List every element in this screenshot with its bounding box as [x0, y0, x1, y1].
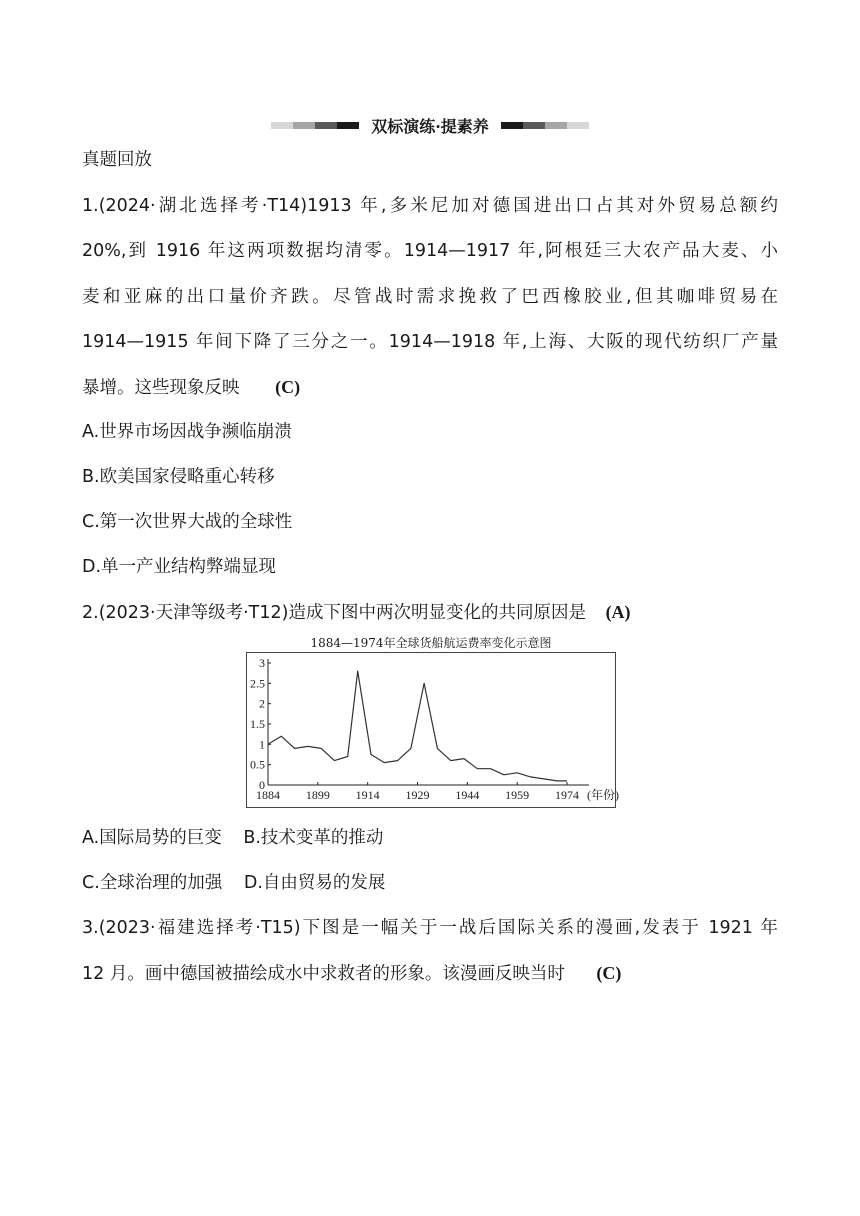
q1-option-b: B.欧美国家侵略重心转移 — [82, 467, 275, 487]
x-tick-label: 1899 — [305, 788, 330, 802]
banner-bar-left-1 — [271, 122, 293, 129]
banner-bar-right-2 — [523, 122, 545, 129]
q2-options-row-1 — [82, 826, 383, 850]
banner-bar-right-1 — [501, 122, 523, 129]
q2-option-a: A.国际局势的巨变 — [82, 828, 222, 848]
banner-bar-left-3 — [315, 122, 337, 129]
x-tick-label: 1974 — [555, 788, 579, 802]
chart-title: 1884—1974年全球货船航运费率变化示意图 — [310, 636, 552, 650]
banner-bar-left-4 — [337, 122, 359, 129]
shipping-rate-chart — [247, 653, 619, 807]
q2-option-c: C.全球治理的加强 — [82, 873, 223, 893]
q1-line-1: 1.(2024·湖北选择考·T14)1913 年,多米尼加对德国进出口占其对外贸易总额约 — [82, 196, 778, 216]
q3-line-2 — [82, 961, 621, 986]
q1-line-5 — [82, 375, 300, 400]
q1-line-3: 麦和亚麻的出口量价齐跌。尽管战时需求挽救了巴西橡胶业,但其咖啡贸易在 — [82, 287, 778, 307]
q2-stem-line — [82, 600, 631, 625]
y-tick-label: 1.5 — [250, 717, 265, 731]
y-tick-label: 0 — [259, 778, 265, 792]
banner-bar-left-2 — [293, 122, 315, 129]
q2-options-row-2 — [82, 871, 385, 895]
q1-line-2: 20%,到 1916 年这两项数据均清零。1914—1917 年,阿根廷三大农产品大麦、小 — [82, 241, 778, 261]
q3-line-1: 3.(2023·福建选择考·T15)下图是一幅关于一战后国际关系的漫画,发表于 1921 年 — [82, 918, 778, 938]
q1-option-a: A.世界市场因战争濒临崩溃 — [82, 422, 292, 442]
banner-title: 双标演练·提素养 — [371, 116, 489, 136]
y-tick-label: 3 — [259, 656, 265, 670]
section-banner — [255, 113, 605, 137]
x-tick-label: 1944 — [455, 788, 480, 802]
q2-option-b: B.技术变革的推动 — [243, 828, 384, 848]
y-tick-label: 1 — [259, 737, 265, 752]
banner-bar-right-3 — [545, 122, 567, 129]
x-tick-label: 1884 — [256, 788, 280, 802]
x-axis-label: (年份) — [587, 788, 619, 802]
series-line — [268, 671, 567, 781]
chart-frame — [246, 652, 619, 808]
q1-line-4: 1914—1915 年间下降了三分之一。1914—1918 年,上海、大阪的现代纺织厂产量 — [82, 332, 778, 352]
section-title: 真题回放 — [82, 150, 152, 170]
q1-stem-end: 暴增。这些现象反映 — [82, 378, 240, 398]
y-tick-label: 0.5 — [250, 757, 265, 772]
x-tick-label: 1929 — [405, 788, 430, 802]
q3-stem-end: 12 月。画中德国被描绘成水中求救者的形象。该漫画反映当时 — [82, 964, 565, 984]
q2-stem: 2.(2023·天津等级考·T12)造成下图中两次明显变化的共同原因是 — [82, 603, 586, 623]
y-tick-label: 2 — [259, 696, 265, 711]
q3-answer: (C) — [596, 963, 622, 983]
x-tick-label: 1914 — [355, 788, 380, 802]
q2-answer: (A) — [605, 602, 631, 622]
y-tick-label: 2.5 — [250, 676, 265, 691]
q2-option-d: D.自由贸易的发展 — [243, 873, 386, 893]
q1-option-d: D.单一产业结构弊端显现 — [82, 557, 277, 577]
x-tick-label: 1959 — [505, 788, 530, 802]
q1-answer: (C) — [275, 377, 301, 397]
banner-bar-right-4 — [567, 122, 589, 129]
q1-option-c: C.第一次世界大战的全球性 — [82, 512, 293, 532]
